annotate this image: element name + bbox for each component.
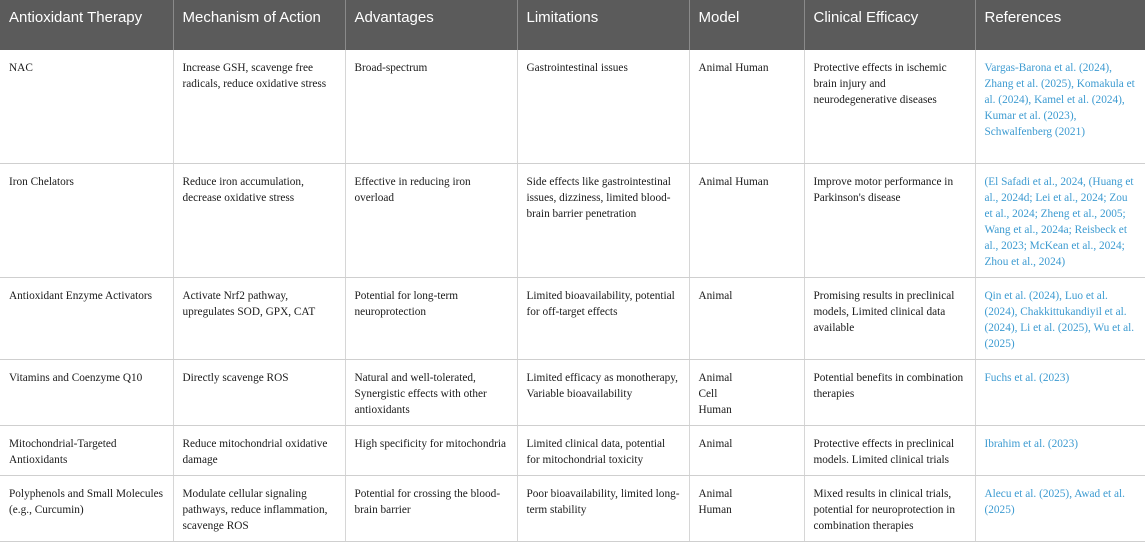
- model-cell: [689, 164, 804, 278]
- header-mechanism-of-action: Mechanism of Action: [173, 0, 345, 50]
- advantages-cell: Broad-spectrum: [345, 50, 517, 164]
- header-antioxidant-therapy: Antioxidant Therapy: [0, 0, 173, 50]
- mechanism-cell: Reduce mitochondrial oxidative damage: [173, 426, 345, 476]
- advantages-cell: Potential for long-term neuroprotection: [345, 278, 517, 360]
- limitations-cell: Side effects like gastrointestinal issues, dizziness, limited blood-brain barrier penetration: [517, 164, 689, 278]
- efficacy-cell: Protective effects in ischemic brain injury and neurodegenerative diseases: [804, 50, 975, 164]
- model-cell: [689, 476, 804, 542]
- model-cell: [689, 426, 804, 476]
- advantages-cell: High specificity for mitochondria: [345, 426, 517, 476]
- references-link[interactable]: (El Safadi et al., 2024, (Huang et al., 2024d; Lei et al., 2024; Zou et al., 2024; Zheng et al., 2005; Wang et al., 2024a; Reisbeck et al., 2023; McKean et al., 2024; Zhou et al., 2024): [975, 164, 1145, 278]
- limitations-cell: Limited efficacy as monotherapy, Variable bioavailability: [517, 360, 689, 426]
- references-link[interactable]: Vargas-Barona et al. (2024), Zhang et al. (2025), Komakula et al. (2024), Kamel et al. (2024), Kumar et al. (2023), Schwalfenberg (2021): [975, 50, 1145, 164]
- model-line: Animal: [698, 290, 733, 302]
- advantages-cell: Natural and well-tolerated, Synergistic effects with other antioxidants: [345, 360, 517, 426]
- advantages-cell: Effective in reducing iron overload: [345, 164, 517, 278]
- therapy-cell: Iron Chelators: [0, 164, 173, 278]
- header-clinical-efficacy: Clinical Efficacy: [804, 0, 975, 50]
- header-limitations: Limitations: [517, 0, 689, 50]
- table-row: [0, 50, 1145, 164]
- table-header-row: [0, 0, 1145, 50]
- efficacy-cell: Mixed results in clinical trials, potential for neuroprotection in combination therapies: [804, 476, 975, 542]
- limitations-cell: Gastrointestinal issues: [517, 50, 689, 164]
- model-line: Human: [698, 404, 732, 416]
- therapy-cell: Antioxidant Enzyme Activators: [0, 278, 173, 360]
- table-row: [0, 476, 1145, 542]
- model-line: Animal: [698, 488, 733, 500]
- efficacy-cell: Promising results in preclinical models, Limited clinical data available: [804, 278, 975, 360]
- limitations-cell: Limited clinical data, potential for mitochondrial toxicity: [517, 426, 689, 476]
- model-line: Animal Human: [698, 62, 769, 74]
- therapy-cell: Polyphenols and Small Molecules (e.g., Curcumin): [0, 476, 173, 542]
- mechanism-cell: Increase GSH, scavenge free radicals, reduce oxidative stress: [173, 50, 345, 164]
- mechanism-cell: Activate Nrf2 pathway, upregulates SOD, GPX, CAT: [173, 278, 345, 360]
- mechanism-cell: Reduce iron accumulation, decrease oxidative stress: [173, 164, 345, 278]
- efficacy-cell: Improve motor performance in Parkinson's disease: [804, 164, 975, 278]
- model-cell: [689, 50, 804, 164]
- efficacy-cell: Potential benefits in combination therapies: [804, 360, 975, 426]
- table-row: [0, 426, 1145, 476]
- references-link[interactable]: Alecu et al. (2025), Awad et al. (2025): [975, 476, 1145, 542]
- references-link[interactable]: Qin et al. (2024), Luo et al. (2024), Chakkittukandiyil et al. (2024), Li et al. (2025), Wu et al. (2025): [975, 278, 1145, 360]
- table-row: [0, 164, 1145, 278]
- mechanism-cell: Directly scavenge ROS: [173, 360, 345, 426]
- table-row: [0, 360, 1145, 426]
- advantages-cell: Potential for crossing the blood-brain barrier: [345, 476, 517, 542]
- limitations-cell: Poor bioavailability, limited long-term stability: [517, 476, 689, 542]
- references-link[interactable]: Ibrahim et al. (2023): [975, 426, 1145, 476]
- model-cell: [689, 360, 804, 426]
- efficacy-cell: Protective effects in preclinical models. Limited clinical trials: [804, 426, 975, 476]
- table-row: [0, 278, 1145, 360]
- therapy-cell: NAC: [0, 50, 173, 164]
- model-line: Human: [698, 504, 732, 516]
- model-line: Animal: [698, 372, 733, 384]
- therapy-cell: Vitamins and Coenzyme Q10: [0, 360, 173, 426]
- header-model: Model: [689, 0, 804, 50]
- model-line: Animal: [698, 438, 733, 450]
- model-cell: [689, 278, 804, 360]
- model-line: Animal Human: [698, 176, 769, 188]
- model-line: Cell: [698, 388, 718, 400]
- references-link[interactable]: Fuchs et al. (2023): [975, 360, 1145, 426]
- limitations-cell: Limited bioavailability, potential for off-target effects: [517, 278, 689, 360]
- header-advantages: Advantages: [345, 0, 517, 50]
- header-references: References: [975, 0, 1145, 50]
- mechanism-cell: Modulate cellular signaling pathways, reduce inflammation, scavenge ROS: [173, 476, 345, 542]
- therapy-cell: Mitochondrial-Targeted Antioxidants: [0, 426, 173, 476]
